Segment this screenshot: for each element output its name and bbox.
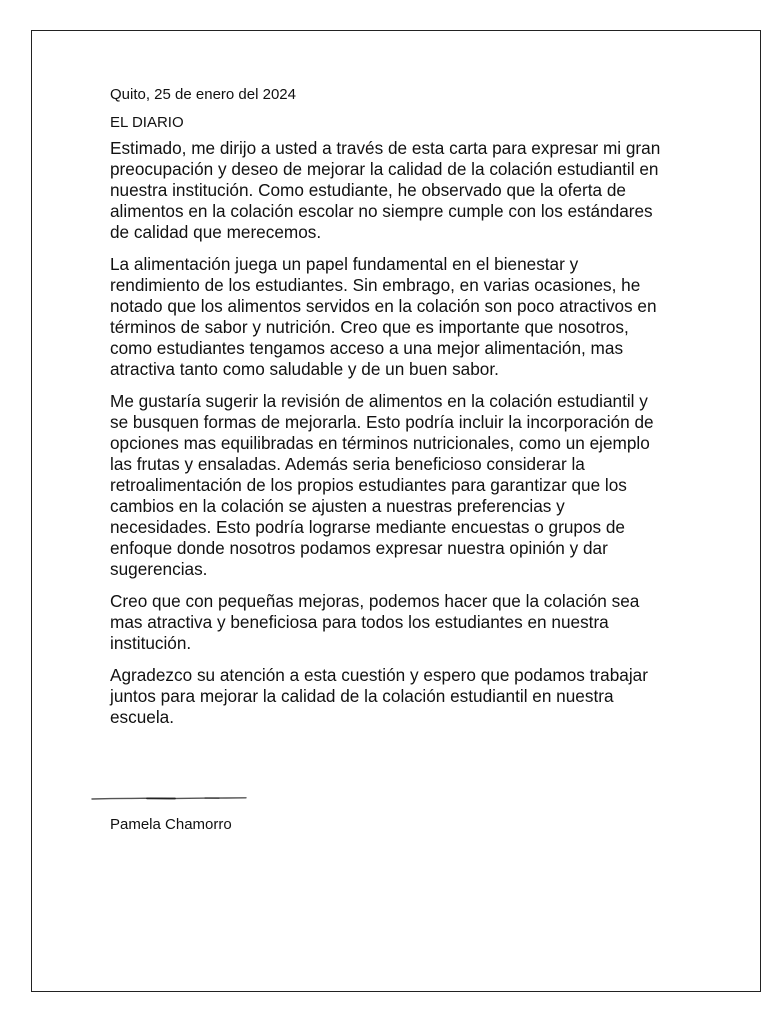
paragraph-2: La alimentación juega un papel fundamental en el bienestar y rendimiento de los estudiantes. Sin embrago, en varias ocasiones, he notado que los alimentos servidos en la colación son poco atractivos en términos de sabor y nutrición. Creo que es importante que nosotros, como estudiantes tengamos acceso a una mejor alimentación, mas atractiva tanto como saludable y de un buen sabor.: [110, 254, 657, 379]
letter-recipient: EL DIARIO: [110, 114, 184, 131]
letter-date: Quito, 25 de enero del 2024: [110, 86, 296, 103]
signature-line: [91, 794, 247, 802]
document-page: [31, 30, 761, 992]
paragraph-4: Creo que con pequeñas mejoras, podemos hacer que la colación sea mas atractiva y beneficiosa para todos los estudiantes en nuestra institución.: [110, 591, 640, 653]
paragraph-3: Me gustaría sugerir la revisión de alimentos en la colación estudiantil y se busquen formas de mejorarla. Esto podría incluir la incorporación de opciones mas equilibradas en términos nutricionales, como un ejemplo las frutas y ensaladas. Además seria beneficioso considerar la retroalimentación de los propios estudiantes para garantizar que los cambios en la colación se ajusten a nuestras preferencias y necesidades. Esto podría lograrse mediante encuestas o grupos de enfoque donde nosotros podamos expresar nuestra opinión y dar sugerencias.: [110, 391, 654, 579]
signer-name: Pamela Chamorro: [110, 816, 232, 833]
paragraph-1: Estimado, me dirijo a usted a través de esta carta para expresar mi gran preocupación y deseo de mejorar la calidad de la colación estudiantil en nuestra institución. Como estudiante, he observado que la oferta de alimentos en la colación escolar no siempre cumple con los estándares de calidad que merecemos.: [110, 138, 661, 242]
paragraph-5: Agradezco su atención a esta cuestión y espero que podamos trabajar juntos para mejorar la calidad de la colación estudiantil en nuestra escuela.: [110, 665, 648, 727]
letter-body: [110, 85, 665, 739]
